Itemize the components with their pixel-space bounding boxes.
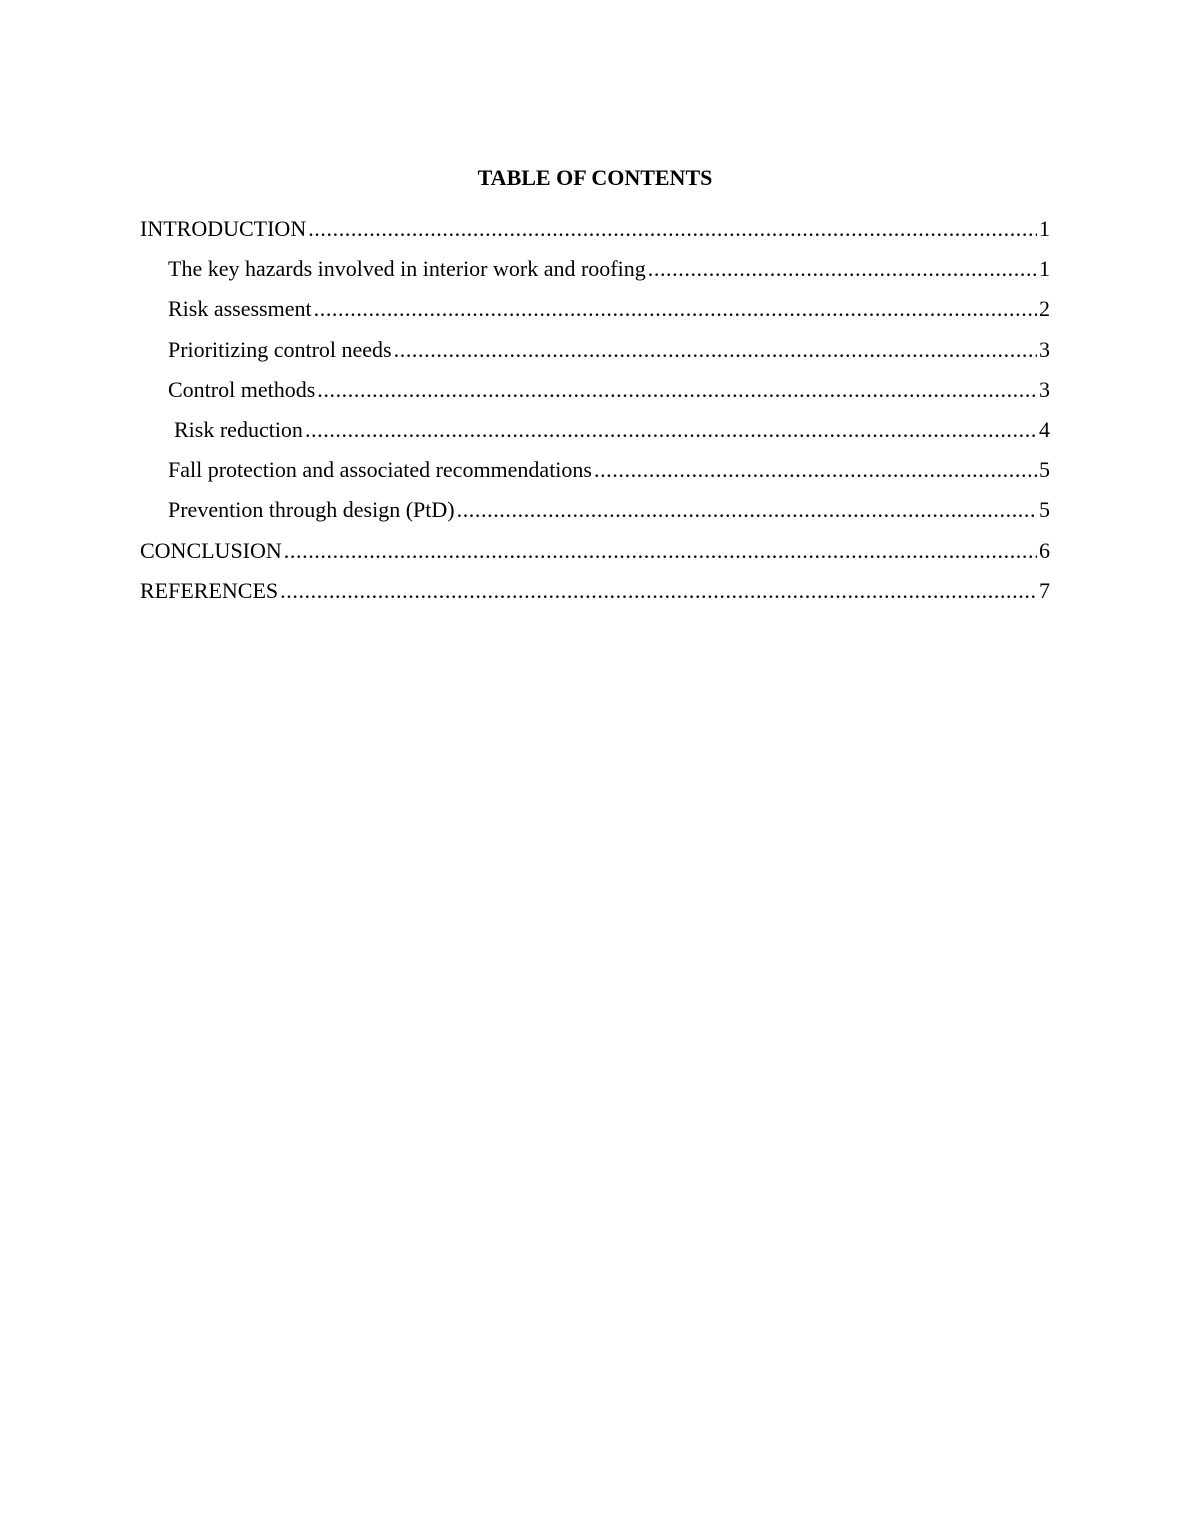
dot-leader (394, 335, 1037, 365)
toc-entry-label: INTRODUCTION (140, 216, 307, 241)
dot-leader (305, 415, 1037, 445)
toc-entry-prioritizing-control-needs[interactable] (140, 335, 1050, 375)
toc-entry-label: Control methods (168, 376, 316, 402)
toc-entry-introduction[interactable] (140, 214, 1050, 254)
toc-entry-page-number: 5 (1039, 497, 1050, 523)
toc-entry-conclusion[interactable] (140, 536, 1050, 576)
dot-leader (594, 455, 1037, 485)
toc-entry-risk-assessment[interactable] (140, 294, 1050, 334)
dot-leader (284, 536, 1037, 566)
toc-entry-label: Prevention through design (PtD) (168, 497, 455, 523)
toc-entry-page-number: 1 (1039, 256, 1050, 282)
toc-entry-page-number: 2 (1039, 296, 1050, 322)
toc-entry-risk-reduction[interactable] (140, 415, 1050, 455)
dot-leader (308, 214, 1037, 244)
dot-leader (317, 375, 1037, 405)
toc-entry-label: The key hazards involved in interior work and roofing (168, 256, 646, 282)
toc-title: TABLE OF CONTENTS (477, 165, 713, 190)
toc-entry-key-hazards[interactable] (140, 254, 1050, 294)
toc-entry-label: Fall protection and associated recommendations (168, 457, 592, 483)
toc-entry-page-number: 3 (1039, 376, 1050, 402)
toc-entry-page-number: 1 (1039, 216, 1050, 241)
toc-list (140, 214, 1050, 616)
toc-entry-page-number: 4 (1039, 416, 1050, 442)
toc-entry-prevention-through-design[interactable] (140, 495, 1050, 535)
toc-entry-page-number: 5 (1039, 457, 1050, 483)
toc-entry-page-number: 6 (1039, 537, 1050, 563)
dot-leader (457, 495, 1037, 525)
toc-entry-control-methods[interactable] (140, 375, 1050, 415)
dot-leader (648, 254, 1037, 284)
dot-leader (280, 576, 1037, 606)
toc-entry-fall-protection[interactable] (140, 455, 1050, 495)
toc-entry-label: REFERENCES (140, 577, 279, 603)
toc-entry-page-number: 3 (1039, 336, 1050, 362)
toc-entry-label: Risk reduction (174, 416, 303, 442)
toc-entry-label: Risk assessment (168, 296, 312, 322)
dot-leader (314, 294, 1037, 324)
toc-entry-page-number: 7 (1039, 577, 1050, 603)
toc-entry-label: CONCLUSION (140, 537, 282, 563)
toc-entry-references[interactable] (140, 576, 1050, 616)
toc-entry-label: Prioritizing control needs (168, 336, 392, 362)
